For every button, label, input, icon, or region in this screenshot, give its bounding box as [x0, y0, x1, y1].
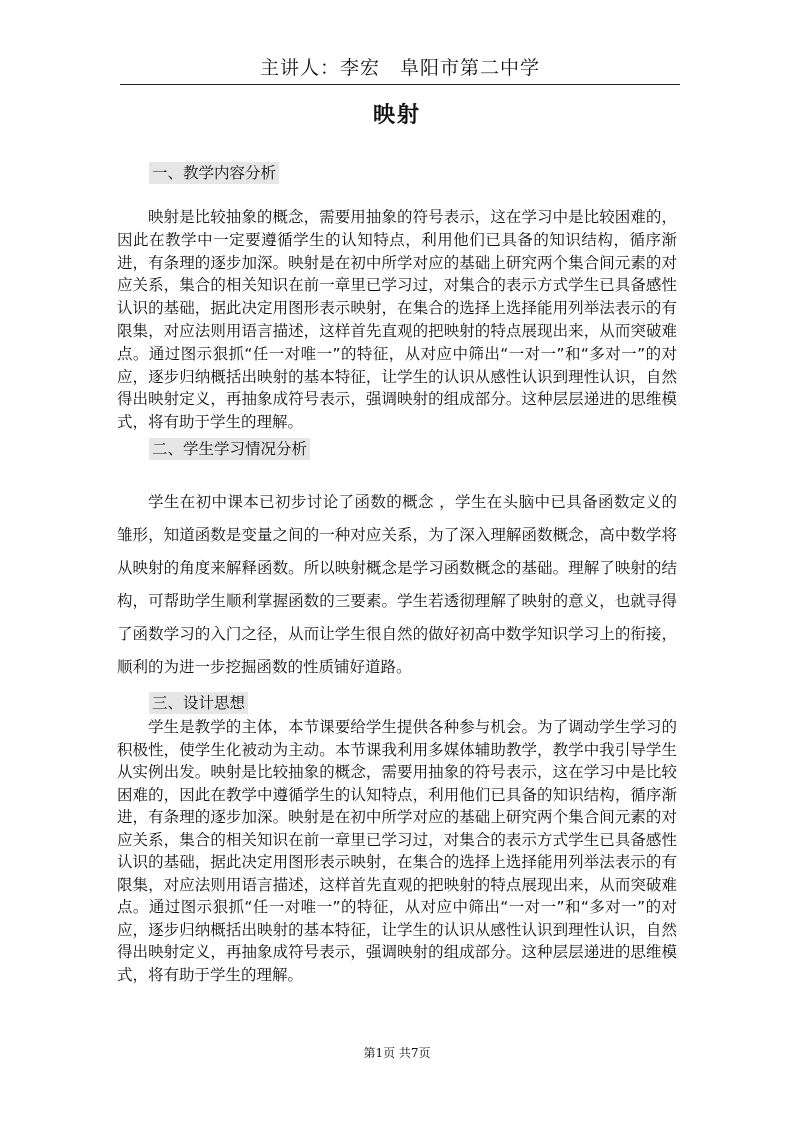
section-heading-content-analysis: 一、教学内容分析 — [149, 162, 279, 184]
page-number-footer: 第1页 共7页 — [363, 1046, 431, 1060]
document-title: 映射 — [372, 103, 421, 128]
section-heading-design-idea: 三、设计思想 — [149, 692, 248, 714]
section-paragraph-student-analysis: 学生在初中课本已初步讨论了函数的概念 ，学生在头脑中已具备函数定义的雏形，知道函数是变量之间的一种对应关系，为了深入理解函数概念，高中数学将从映射的角度来解释函数。所以映射概念是学习函数概念的基础。理解了映射的结构，可帮助学生顺利掌握函数的三要素。学生若透彻理解了映射的意义，也就寻得了函数学习的入门之径，从而让学生很自然的做好初高中数学知识学习上的衔接，顺利的为进一步挖掘函数的性质铺好道路。 — [117, 493, 677, 676]
page-header: 主讲人：李宏 阜阳市第二中学 — [120, 52, 680, 85]
section-paragraph-content-analysis: 映射是比较抽象的概念，需要用抽象的符号表示，这在学习中是比较困难的，因此在教学中一定要遵循学生的认知特点，利用他们已具备的知识结构，循序渐进，有条理的逐步加深。映射是在初中所学对应的基础上研究两个集合间元素的对应关系，集合的相关知识在前一章里已学习过，对集合的表示方式学生已具备感性认识的基础，据此决定用图形表示映射，在集合的选择上选择能用列举法表示的有限集，对应法则用语言描述，这样首先直观的把映射的特点展现出来，从而突破难点。通过图示狠抓“任一对唯一”的特征，从对应中筛出“一对一”和“多对一”的对应，逐步归纳概括出映射的基本特征，让学生的认识从感性认识到理性认识，自然得出映射定义，再抽象成符号表示，强调映射的组成部分。这种层层递进的思维模式，将有助于学生的理解。 — [117, 208, 677, 432]
section-heading-student-analysis: 二、学生学习情况分析 — [149, 438, 310, 460]
section-paragraph-design-idea: 学生是教学的主体，本节课要给学生提供各种参与机会。为了调动学生学习的积极性，使学生化被动为主动。本节课我利用多媒体辅助教学，教学中我引导学生从实例出发。映射是比较抽象的概念，需要用抽象的符号表示，这在学习中是比较困难的，因此在教学中遵循学生的认知特点，利用他们已具备的知识结构，循序渐进，有条理的逐步加深。映射是在初中所学对应的基础上研究两个集合间元素的对应关系，集合的相关知识在前一章里已学习过，对集合的表示方式学生已具备感性认识的基础，据此决定用图形表示映射，在集合的选择上选择能用列举法表示的有限集，对应法则用语言描述，这样首先直观的把映射的特点展现出来，从而突破难点。通过图示狠抓“任一对唯一”的特征，从对应中筛出“一对一”和“多对一”的对应，逐步归纳概括出映射的基本特征，让学生的认识从感性认识到理性认识，自然得出映射定义，再抽象成符号表示，强调映射的组成部分。这种层层递进的思维模式，将有助于学生的理解。 — [117, 718, 677, 984]
